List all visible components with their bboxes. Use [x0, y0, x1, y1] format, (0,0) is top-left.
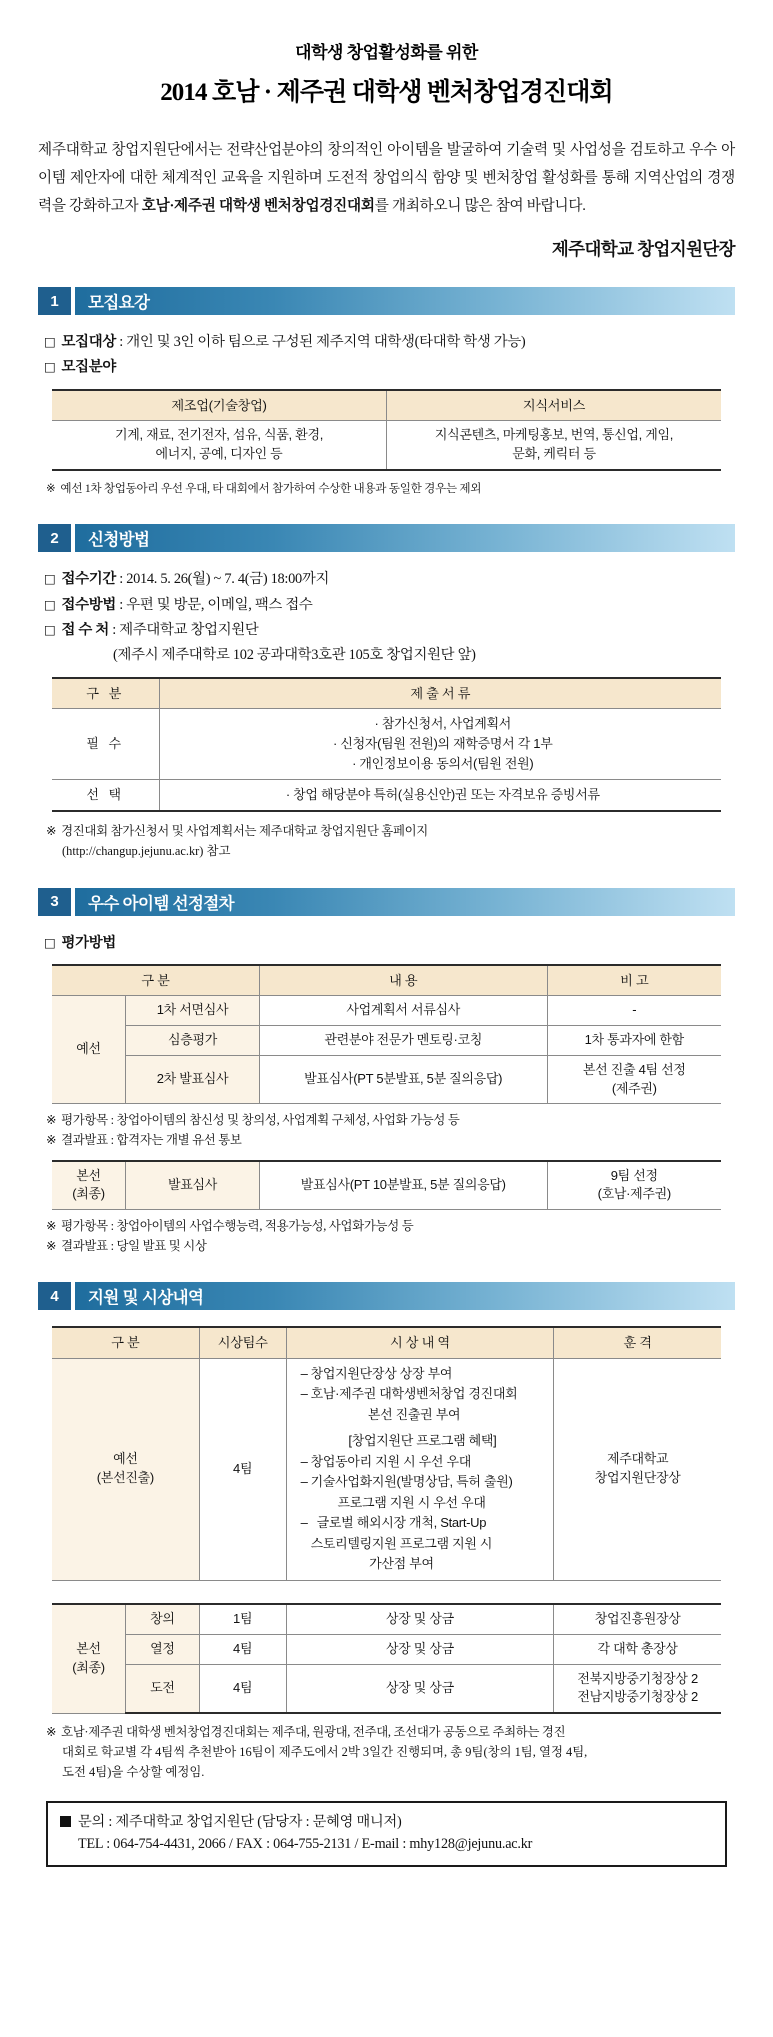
award-detail-line: 글로벌 해외시장 개척, Start-Up: [316, 1515, 487, 1531]
eval-header-content: 내 용: [259, 965, 547, 996]
table-row: [52, 965, 721, 996]
intro-line-3: 창업의식 함양 및 벤처창업 활성화를 통해 지역산업의 경쟁력을 강화하고자: [38, 170, 735, 215]
table-row: [52, 1161, 721, 1210]
bullet-label: 접수방법: [61, 596, 116, 613]
award-detail-line: 창업동아리 지원 시 우선 우대: [310, 1453, 471, 1469]
note-mark-icon: ※: [46, 824, 57, 839]
field-cell-line: 문화, 케릭터 등: [512, 445, 596, 461]
table-row: [52, 1358, 721, 1580]
award-header-division: 구 분: [52, 1327, 199, 1358]
final-remark-line: (호남·제주권): [597, 1186, 671, 1202]
section4-note-line3: 도전 4팀)을 수상할 예정임.: [62, 1765, 205, 1780]
title-block: [38, 0, 735, 108]
section-title-2: 신청방법: [75, 524, 735, 552]
section-bar-4: [38, 1282, 735, 1310]
intro-line-4-bold: 호남·제주권 대학생 벤처창업경진대회: [141, 198, 375, 215]
table-row: [52, 1025, 721, 1055]
table-row: [52, 1327, 721, 1358]
bullet-label: 모집대상: [61, 334, 116, 351]
bullet-label: 접수기간: [61, 571, 116, 588]
table-row: [52, 1664, 721, 1713]
field-cell-line: 지식콘텐츠, 마케팅홍보, 번역, 통신업, 게임,: [434, 426, 674, 442]
checkbox-icon: □: [44, 359, 56, 375]
contact-details-row: TEL : 064-754-4431, 2066 / FAX : 064-755-2131 / E-mail : mhy128@jejunu.ac.kr: [78, 1836, 533, 1853]
dash-icon: –: [300, 1474, 308, 1490]
final-stage: 발표심사: [126, 1161, 260, 1210]
award-detail-item: [298, 1513, 548, 1575]
award-honor-line: 창업지원단장상: [594, 1470, 681, 1486]
eval-remark-3: [547, 1055, 721, 1104]
docs-header-documents: 제 출 서 류: [159, 678, 721, 709]
award-category-creative: 창의: [126, 1604, 200, 1634]
table-row: [52, 420, 721, 469]
checkbox-icon: □: [44, 334, 56, 350]
bullet-value: 우편 및 방문, 이메일, 팩스 접수: [126, 596, 313, 613]
bullet-sep: :: [108, 621, 120, 638]
award-detail-line: 스토리텔링지원 프로그램 지원 시: [310, 1535, 493, 1551]
table-row: [52, 708, 721, 779]
contact-inquiry-text: 문의 : 제주대학교 창업지원단 (담당자 : 문혜영 매니저): [78, 1813, 402, 1830]
final-label-line: (최종): [72, 1186, 105, 1202]
poster-title: 2014 호남 · 제주권 대학생 벤처창업경진대회: [160, 79, 613, 106]
note-text: 호남·제주권 대학생 벤처창업경진대회는 제주대, 원광대, 전주대, 조선대가 공동으로 주최하는 경진: [61, 1725, 566, 1740]
section2-note-continuation: (http://changup.jejunu.ac.kr) 참고: [62, 844, 231, 859]
section-bar-2: [38, 524, 735, 552]
section-number-4: 4: [38, 1282, 71, 1310]
final-notes: [38, 1216, 735, 1256]
docs-items-optional: [159, 780, 721, 812]
note-mark-icon: ※: [46, 1725, 57, 1740]
award-header-details: 시 상 내 역: [286, 1327, 554, 1358]
square-bullet-icon: [60, 1816, 71, 1827]
poster-subtitle: 대학생 창업활성화를 위한: [295, 43, 478, 62]
eval-remark-2: 1차 통과자에 한함: [547, 1025, 721, 1055]
note-text: 결과발표 : 당일 발표 및 시상: [61, 1239, 207, 1254]
note-text: 평가항목 : 창업아이템의 사업수행능력, 적용가능성, 사업화가능성 등: [61, 1219, 414, 1234]
award-detail-line: [창업지원단 프로그램 혜택]: [348, 1433, 497, 1449]
docs-type-optional: 선 택: [52, 780, 159, 812]
table-row: [52, 1634, 721, 1664]
dash-icon: –: [300, 1386, 308, 1402]
final-label-line: 본선: [76, 1167, 101, 1183]
award-honor-challenge: [554, 1664, 721, 1713]
note-text: 평가항목 : 창업아이템의 참신성 및 창의성, 사업계획 구체성, 사업화 가능성 등: [61, 1113, 460, 1128]
table-row: [52, 678, 721, 709]
bullet-application-period: [44, 568, 735, 591]
dash-icon: –: [300, 1515, 308, 1531]
section2-note: [46, 821, 735, 841]
award-honor-line: 전북지방중기청장상 2: [577, 1670, 698, 1686]
award-table-final: [52, 1603, 721, 1714]
final-note-1: [46, 1216, 735, 1236]
doc-item: · 창업 해당분야 특허(실용신안)권 또는 자격보유 증빙서류: [285, 787, 600, 803]
section-title-1: 모집요강: [75, 287, 735, 315]
award-details-creative: 상장 및 상금: [286, 1604, 554, 1634]
table-row: [52, 780, 721, 812]
award-detail-text: [311, 1472, 513, 1513]
note-text: 예선 1차 창업동아리 우선 우대, 타 대회에서 참가하여 수상한 내용과 동일한 경우는 제외: [60, 481, 482, 495]
bullet-recruit-field: [44, 356, 735, 379]
bullet-label: 모집분야: [61, 359, 116, 376]
final-evaluation-table: [52, 1160, 721, 1211]
checkbox-icon: □: [44, 596, 56, 612]
section4-note: [46, 1722, 735, 1742]
field-header-manufacturing: 제조업(기술창업): [52, 390, 387, 421]
final-note-2: [46, 1236, 735, 1256]
signature: 제주대학교 창업지원단장: [551, 239, 735, 260]
award-detail-item: [298, 1384, 548, 1425]
section-bar-3: [38, 888, 735, 916]
award-division-preliminary: [52, 1358, 199, 1580]
section1-note: [46, 480, 735, 499]
note-text: 경진대회 참가신청서 및 사업계획서는 제주대학교 창업지원단 홈페이지: [61, 824, 428, 839]
eval-stage-1: 1차 서면심사: [126, 995, 260, 1025]
preliminary-notes: [38, 1110, 735, 1150]
table-row: [52, 1055, 721, 1104]
award-header-teams: 시상팀수: [199, 1327, 286, 1358]
bullet-label: 평가방법: [61, 934, 116, 951]
award-honor-preliminary: [554, 1358, 721, 1580]
award-division-line: (본선진출): [96, 1470, 154, 1486]
prelim-note-2: [46, 1130, 735, 1150]
note-text: 결과발표 : 합격자는 개별 유선 통보: [61, 1133, 242, 1148]
checkbox-icon: □: [44, 571, 56, 587]
section4-note-line2: 대회로 학교별 각 4팀씩 추천받아 16팀이 제주도에서 2박 3일간 진행되며, 총 9팀(창의 1팀, 열정 4팀,: [62, 1745, 588, 1760]
award-detail-item: [298, 1431, 548, 1452]
eval-content-3: 발표심사(PT 5분발표, 5분 질의응답): [259, 1055, 547, 1104]
table-row: [52, 390, 721, 421]
note-mark-icon: ※: [46, 1113, 57, 1128]
note-mark-icon: ※: [46, 1133, 57, 1148]
bullet-value: 2014. 5. 26(월) ~ 7. 4(금) 18:00까지: [126, 571, 330, 588]
table-row: [52, 1604, 721, 1634]
docs-type-required: 필 수: [52, 708, 159, 779]
award-detail-text: [311, 1384, 518, 1425]
eval-preliminary-label: 예선: [52, 995, 126, 1103]
award-table-preliminary: [52, 1326, 721, 1580]
checkbox-icon: □: [44, 934, 56, 950]
intro-paragraph: [38, 136, 735, 220]
eval-remark-line: (제주권): [611, 1080, 657, 1096]
note-mark-icon: ※: [46, 1219, 57, 1234]
award-header-honor: 훈 격: [554, 1327, 721, 1358]
field-cell-line: 기계, 재료, 전기전자, 섬유, 식품, 환경,: [114, 426, 324, 442]
field-header-knowledge: 지식서비스: [387, 390, 722, 421]
bullet-application-method: [44, 594, 735, 617]
award-division-line: 본선: [76, 1640, 101, 1656]
award-detail-item: [298, 1452, 548, 1473]
bullet-recruit-target: [44, 331, 735, 354]
award-detail-line: 호남·제주권 대학생벤처창업 경진대회: [310, 1386, 518, 1402]
intro-line-2: 및 사업성을 검토하고 우수 아이템 제안자에 대한 체계적인 교육을 지원하며 도전적: [38, 142, 735, 187]
section-bar-1: [38, 287, 735, 315]
field-cell-knowledge: [387, 420, 722, 469]
final-remark: [547, 1161, 721, 1210]
eval-header-remark: 비 고: [547, 965, 721, 996]
bullet-sep: :: [115, 596, 127, 613]
award-details-preliminary: [286, 1358, 554, 1580]
eval-stage-2: 심층평가: [126, 1025, 260, 1055]
evaluation-table: [52, 964, 721, 1105]
prelim-note-1: [46, 1110, 735, 1130]
award-detail-line: 프로그램 지원 시 우선 우대: [337, 1494, 486, 1510]
award-teams-creative: 1팀: [199, 1604, 286, 1634]
award-detail-line: 기술사업화지원(발명상담, 특허 출원): [310, 1474, 513, 1490]
field-cell-manufacturing: [52, 420, 387, 469]
award-details-challenge: 상장 및 상금: [286, 1664, 554, 1713]
award-teams-preliminary: 4팀: [199, 1358, 286, 1580]
eval-content-1: 사업계획서 서류심사: [259, 995, 547, 1025]
doc-item: · 참가신청서, 사업계획서: [374, 715, 512, 731]
section-number-3: 3: [38, 888, 71, 916]
table-row: [52, 995, 721, 1025]
contact-box: [46, 1801, 727, 1867]
field-table: [52, 389, 721, 471]
award-detail-line: 가산점 부여: [369, 1556, 434, 1572]
eval-remark-1: -: [547, 995, 721, 1025]
award-division-line: 예선: [113, 1451, 138, 1467]
application-address: (제주시 제주대학로 102 공과대학3호관 105호 창업지원단 앞): [113, 647, 476, 664]
bullet-application-place: [44, 619, 735, 642]
award-honor-passion: 각 대학 총장상: [554, 1634, 721, 1664]
checkbox-icon: □: [44, 621, 56, 637]
section-number-1: 1: [38, 287, 71, 315]
doc-item: · 개인정보이용 동의서(팀원 전원): [352, 756, 534, 772]
note-mark-icon: ※: [46, 1239, 57, 1254]
eval-remark-line: 본선 진출 4팀 선정: [582, 1061, 686, 1077]
docs-header-division: 구 분: [52, 678, 159, 709]
award-category-passion: 열정: [126, 1634, 200, 1664]
final-label: [52, 1161, 126, 1210]
dash-icon: –: [300, 1453, 308, 1469]
final-remark-line: 9팀 선정: [610, 1167, 658, 1183]
note-mark-icon: ※: [46, 481, 56, 495]
award-category-challenge: 도전: [126, 1664, 200, 1713]
section-title-3: 우수 아이템 선정절차: [75, 888, 735, 916]
award-detail-item: [298, 1472, 548, 1513]
eval-content-2: 관련분야 전문가 멘토링·코칭: [259, 1025, 547, 1055]
intro-line-4-rest: 를 개최하오니 많은 참여 바랍니다.: [374, 198, 586, 215]
section-title-4: 지원 및 시상내역: [75, 1282, 735, 1310]
bullet-label: 접 수 처: [61, 621, 109, 638]
award-detail-line: 창업지원단장상 상장 부여: [310, 1365, 453, 1381]
award-division-final: [52, 1604, 126, 1713]
bullet-value: 제주대학교 창업지원단: [119, 621, 259, 638]
bullet-value: 개인 및 3인 이하 팀으로 구성된 제주지역 대학생(타대학 학생 가능): [126, 334, 526, 351]
bullet-sep: :: [115, 334, 127, 351]
bullet-evaluation-method: [44, 932, 735, 955]
award-detail-item: [298, 1364, 548, 1385]
docs-items-required: [159, 708, 721, 779]
eval-header-division: 구 분: [52, 965, 259, 996]
dash-icon: –: [300, 1365, 308, 1381]
award-honor-creative: 창업진흥원장상: [554, 1604, 721, 1634]
field-cell-line: 에너지, 공예, 디자인 등: [155, 445, 283, 461]
final-content: 발표심사(PT 10분발표, 5분 질의응답): [259, 1161, 547, 1210]
award-detail-line: 본선 진출권 부여: [367, 1406, 461, 1422]
documents-table: [52, 677, 721, 813]
eval-stage-3: 2차 발표심사: [126, 1055, 260, 1104]
award-honor-line: 제주대학교: [606, 1451, 669, 1467]
award-details-passion: 상장 및 상금: [286, 1634, 554, 1664]
award-teams-challenge: 4팀: [199, 1664, 286, 1713]
doc-item: · 신청자(팀원 전원)의 재학증명서 각 1부: [333, 735, 553, 751]
award-division-line: (최종): [72, 1659, 105, 1675]
award-honor-line: 전남지방중기청장상 2: [577, 1689, 698, 1705]
section-number-2: 2: [38, 524, 71, 552]
bullet-sep: :: [115, 571, 127, 588]
intro-line-1: 제주대학교 창업지원단에서는 전략산업분야의 창의적인 아이템을 발굴하여 기술력: [38, 142, 548, 158]
award-detail-text: [311, 1513, 493, 1575]
contact-inquiry-row: [60, 1811, 713, 1834]
award-teams-passion: 4팀: [199, 1634, 286, 1664]
